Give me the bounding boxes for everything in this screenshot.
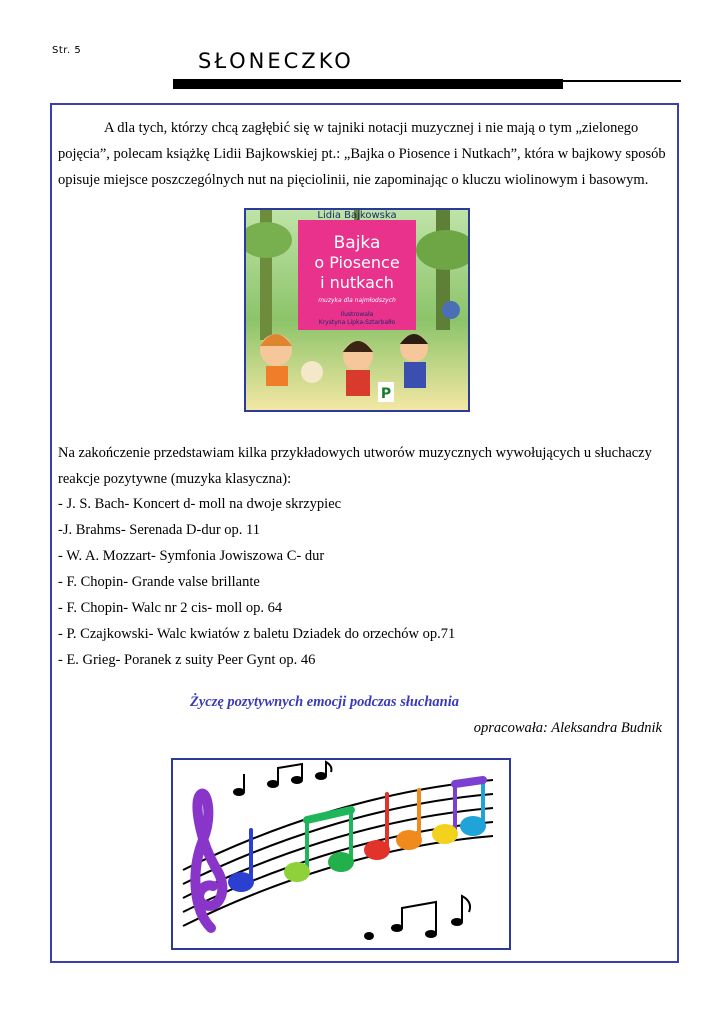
book-illustrator: Krystyna Lipka-Sztarbałło xyxy=(318,319,396,326)
list-item: - E. Grieg- Poranek z suity Peer Gynt op. 46 xyxy=(58,652,316,668)
list-item: - J. S. Bach- Koncert d- moll na dwoje skrzypiec xyxy=(58,496,342,512)
list-item: - F. Chopin- Grande valse brillante xyxy=(58,574,260,590)
book-title-line2: o Piosence xyxy=(314,253,400,272)
book-author: Lidia Bajkowska xyxy=(317,210,397,221)
newsletter-title: SŁONECZKO xyxy=(198,49,354,73)
book-subtitle: muzyka dla najmłodszych xyxy=(318,297,396,304)
book-cover-image xyxy=(244,208,470,412)
intro-text: A dla tych, którzy chcą zagłębić się w tajniki notacji muzycznej i nie mają o tym „zielonego pojęcia”, polecam książkę Lidii Bajkowskiej pt.: „Bajka o Piosence i Nutkach”, która w bajkowy sposób opisuje miejsce poszczególnych nut na pięciolinii, nie zapominając o kluczu wiolinowym i basowym. xyxy=(58,120,666,188)
outro-paragraph: Na zakończenie przedstawiam kilka przykładowych utworów muzycznych wywołujących u słuchaczy reakcje pozytywne (muzyka klasyczna): xyxy=(58,445,652,487)
closing-wish: Życzę pozytywnych emocji podczas słuchania xyxy=(190,694,460,710)
music-notes-illustration xyxy=(171,758,511,950)
list-item: - F. Chopin- Walc nr 2 cis- moll op. 64 xyxy=(58,600,283,616)
page-number: Str. 5 xyxy=(52,45,82,56)
book-illustrated-label: Ilustrowała xyxy=(340,311,374,318)
title-underline-thin xyxy=(563,80,681,82)
works-list xyxy=(58,491,455,673)
book-title-line3: i nutkach xyxy=(320,273,394,292)
intro-paragraph xyxy=(58,115,670,193)
publisher-logo: P xyxy=(380,386,392,402)
list-item: - P. Czajkowski- Walc kwiatów z baletu Dziadek do orzechów op.71 xyxy=(58,626,456,642)
list-item: - W. A. Mozzart- Symfonia Jowiszowa C- dur xyxy=(58,548,325,564)
book-title-line1: Bajka xyxy=(333,233,381,253)
author-credit: opracowała: Aleksandra Budnik xyxy=(473,720,662,736)
list-item: -J. Brahms- Serenada D-dur op. 11 xyxy=(58,522,261,538)
title-underline-thick xyxy=(173,79,563,89)
